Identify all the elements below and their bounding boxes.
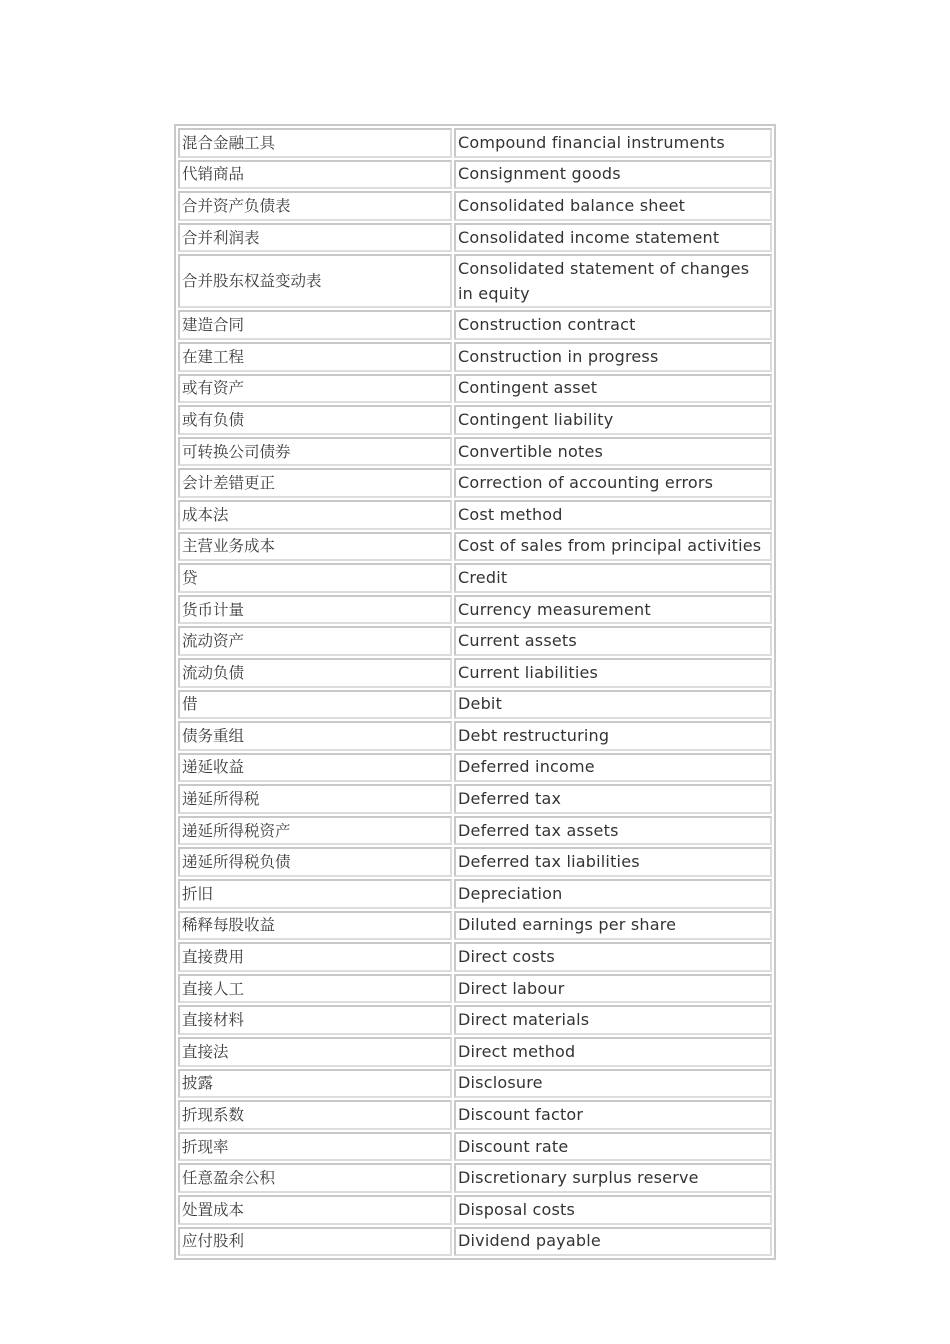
table-row — [178, 500, 772, 530]
chinese-term: 合并资产负债表 — [178, 191, 452, 221]
chinese-term: 直接材料 — [178, 1005, 452, 1035]
english-term: Depreciation — [454, 879, 772, 909]
english-term: Deferred tax — [454, 784, 772, 814]
english-term: Correction of accounting errors — [454, 468, 772, 498]
chinese-term: 直接人工 — [178, 974, 452, 1004]
glossary-table-body — [178, 128, 772, 1256]
english-term: Direct labour — [454, 974, 772, 1004]
table-row — [178, 160, 772, 190]
table-row — [178, 942, 772, 972]
table-row — [178, 310, 772, 340]
english-term: Disposal costs — [454, 1195, 772, 1225]
table-row — [178, 595, 772, 625]
chinese-term: 直接费用 — [178, 942, 452, 972]
table-row — [178, 254, 772, 308]
chinese-term: 主营业务成本 — [178, 532, 452, 562]
table-row — [178, 626, 772, 656]
chinese-term: 合并股东权益变动表 — [178, 254, 452, 308]
table-row — [178, 128, 772, 158]
table-row — [178, 1100, 772, 1130]
table-row — [178, 1005, 772, 1035]
english-term: Construction in progress — [454, 342, 772, 372]
table-row — [178, 974, 772, 1004]
english-term: Debit — [454, 690, 772, 720]
chinese-term: 债务重组 — [178, 721, 452, 751]
chinese-term: 直接法 — [178, 1037, 452, 1067]
table-row — [178, 1227, 772, 1257]
english-term: Direct materials — [454, 1005, 772, 1035]
english-term: Construction contract — [454, 310, 772, 340]
english-term: Compound financial instruments — [454, 128, 772, 158]
english-term: Consolidated balance sheet — [454, 191, 772, 221]
english-term: Discount factor — [454, 1100, 772, 1130]
english-term: Deferred tax liabilities — [454, 847, 772, 877]
chinese-term: 稀释每股收益 — [178, 911, 452, 941]
chinese-term: 折旧 — [178, 879, 452, 909]
english-term: Discretionary surplus reserve — [454, 1163, 772, 1193]
chinese-term: 代销商品 — [178, 160, 452, 190]
chinese-term: 递延所得税 — [178, 784, 452, 814]
english-term: Deferred tax assets — [454, 816, 772, 846]
table-row — [178, 847, 772, 877]
english-term: Cost method — [454, 500, 772, 530]
english-term: Direct costs — [454, 942, 772, 972]
english-term: Consolidated statement of changes in equity — [454, 254, 772, 308]
english-term: Discount rate — [454, 1132, 772, 1162]
table-row — [178, 753, 772, 783]
table-row — [178, 191, 772, 221]
chinese-term: 处置成本 — [178, 1195, 452, 1225]
chinese-term: 混合金融工具 — [178, 128, 452, 158]
english-term: Credit — [454, 563, 772, 593]
table-row — [178, 342, 772, 372]
english-term: Diluted earnings per share — [454, 911, 772, 941]
table-row — [178, 816, 772, 846]
chinese-term: 折现系数 — [178, 1100, 452, 1130]
chinese-term: 在建工程 — [178, 342, 452, 372]
table-row — [178, 532, 772, 562]
table-row — [178, 1132, 772, 1162]
chinese-term: 建造合同 — [178, 310, 452, 340]
table-row — [178, 1069, 772, 1099]
table-row — [178, 879, 772, 909]
english-term: Currency measurement — [454, 595, 772, 625]
english-term: Debt restructuring — [454, 721, 772, 751]
table-row — [178, 405, 772, 435]
chinese-term: 递延所得税负债 — [178, 847, 452, 877]
chinese-term: 成本法 — [178, 500, 452, 530]
table-row — [178, 1195, 772, 1225]
english-term: Current liabilities — [454, 658, 772, 688]
table-row — [178, 1163, 772, 1193]
chinese-term: 借 — [178, 690, 452, 720]
english-term: Consolidated income statement — [454, 223, 772, 253]
table-row — [178, 468, 772, 498]
english-term: Deferred income — [454, 753, 772, 783]
table-row — [178, 784, 772, 814]
chinese-term: 会计差错更正 — [178, 468, 452, 498]
chinese-term: 可转换公司债券 — [178, 437, 452, 467]
chinese-term: 递延收益 — [178, 753, 452, 783]
english-term: Convertible notes — [454, 437, 772, 467]
chinese-term: 折现率 — [178, 1132, 452, 1162]
chinese-term: 流动负债 — [178, 658, 452, 688]
table-row — [178, 658, 772, 688]
table-row — [178, 721, 772, 751]
table-row — [178, 374, 772, 404]
chinese-term: 贷 — [178, 563, 452, 593]
table-row — [178, 911, 772, 941]
chinese-term: 或有资产 — [178, 374, 452, 404]
chinese-term: 流动资产 — [178, 626, 452, 656]
english-term: Disclosure — [454, 1069, 772, 1099]
table-row — [178, 223, 772, 253]
table-row — [178, 690, 772, 720]
english-term: Contingent asset — [454, 374, 772, 404]
chinese-term: 合并利润表 — [178, 223, 452, 253]
english-term: Dividend payable — [454, 1227, 772, 1257]
table-row — [178, 437, 772, 467]
chinese-term: 披露 — [178, 1069, 452, 1099]
glossary-table — [174, 124, 776, 1260]
table-row — [178, 1037, 772, 1067]
chinese-term: 应付股利 — [178, 1227, 452, 1257]
chinese-term: 或有负债 — [178, 405, 452, 435]
english-term: Direct method — [454, 1037, 772, 1067]
english-term: Contingent liability — [454, 405, 772, 435]
chinese-term: 递延所得税资产 — [178, 816, 452, 846]
table-row — [178, 563, 772, 593]
english-term: Consignment goods — [454, 160, 772, 190]
english-term: Cost of sales from principal activities — [454, 532, 772, 562]
english-term: Current assets — [454, 626, 772, 656]
chinese-term: 任意盈余公积 — [178, 1163, 452, 1193]
chinese-term: 货币计量 — [178, 595, 452, 625]
